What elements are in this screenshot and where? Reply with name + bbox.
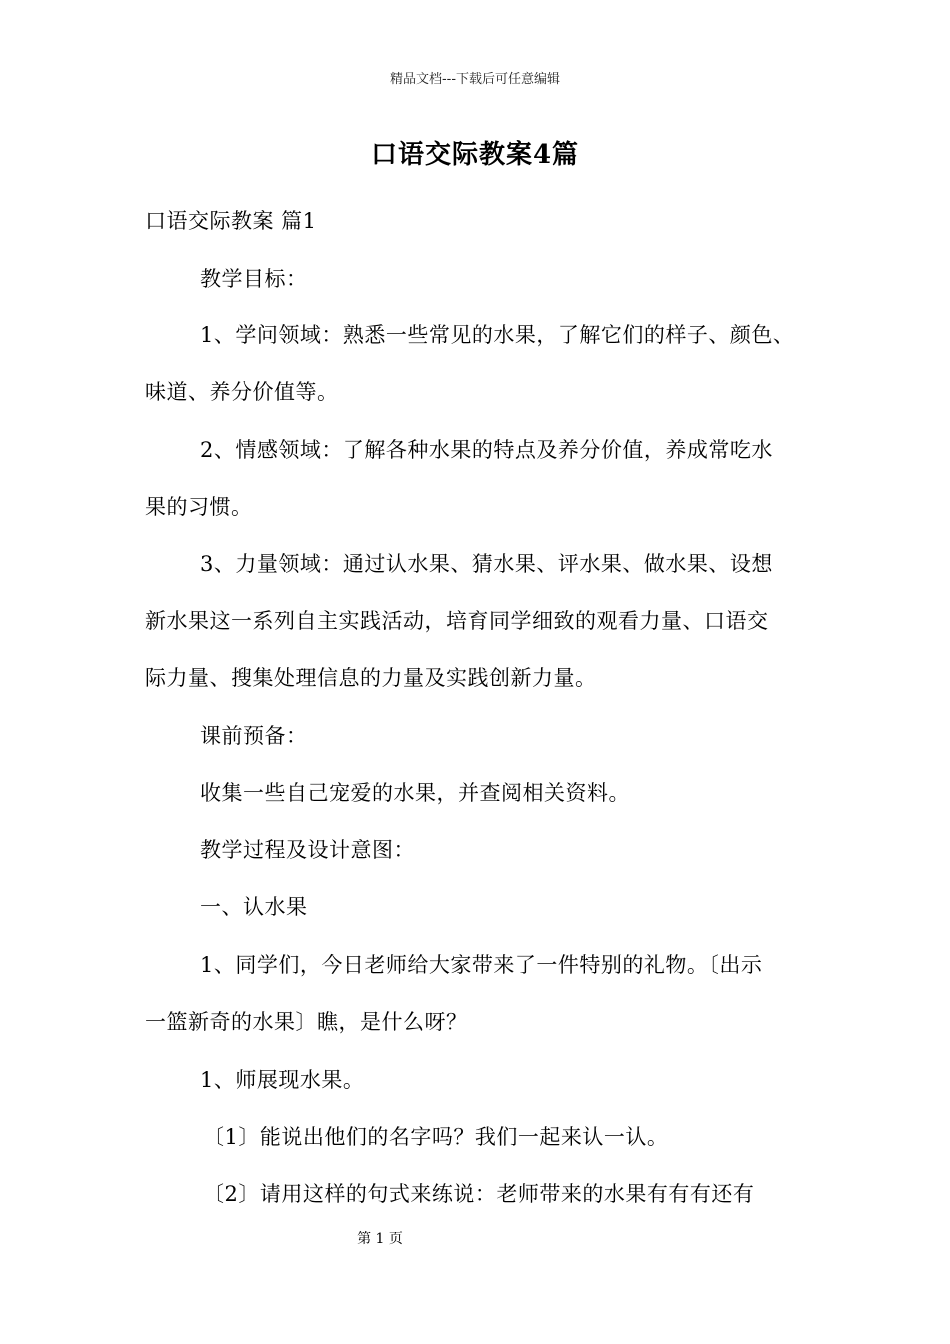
- paragraph-line: 教学目标：: [200, 267, 308, 291]
- paragraph-line: 1、同学们，今日老师给大家带来了一件特别的礼物。〔出示: [200, 953, 763, 977]
- document-title: 口语交际教案4篇: [370, 140, 580, 170]
- paragraph-line: 一、认水果: [200, 895, 308, 919]
- paragraph-line: 新水果这一系列自主实践活动，培育同学细致的观看力量、口语交: [145, 609, 769, 633]
- paragraph-line: 〔2〕请用这样的句式来练说：老师带来的水果有有有还有: [203, 1182, 755, 1206]
- paragraph-line: 教学过程及设计意图：: [200, 838, 415, 862]
- page-number: 第 1 页: [357, 1231, 403, 1247]
- paragraph-line: 1、师展现水果。: [200, 1068, 365, 1092]
- paragraph-line: 2、情感领域：了解各种水果的特点及养分价值，养成常吃水: [200, 438, 773, 462]
- header-note: 精品文档---下载后可任意编辑: [389, 72, 561, 87]
- paragraph-line: 3、力量领域：通过认水果、猜水果、评水果、做水果、设想: [200, 552, 773, 576]
- paragraph-line: 际力量、搜集处理信息的力量及实践创新力量。: [145, 666, 597, 690]
- paragraph-line: 收集一些自己宠爱的水果，并查阅相关资料。: [200, 781, 630, 805]
- paragraph-line: 味道、养分价值等。: [145, 380, 339, 404]
- paragraph-line: 果的习惯。: [145, 495, 253, 519]
- section-heading: 口语交际教案 篇1: [145, 209, 317, 233]
- paragraph-line: 〔1〕能说出他们的名字吗？我们一起来认一认。: [203, 1125, 669, 1149]
- paragraph-line: 一篮新奇的水果〕瞧，是什么呀？: [145, 1010, 468, 1034]
- paragraph-line: 1、学问领域：熟悉一些常见的水果，了解它们的样子、颜色、: [200, 323, 795, 347]
- paragraph-line: 课前预备：: [200, 724, 308, 748]
